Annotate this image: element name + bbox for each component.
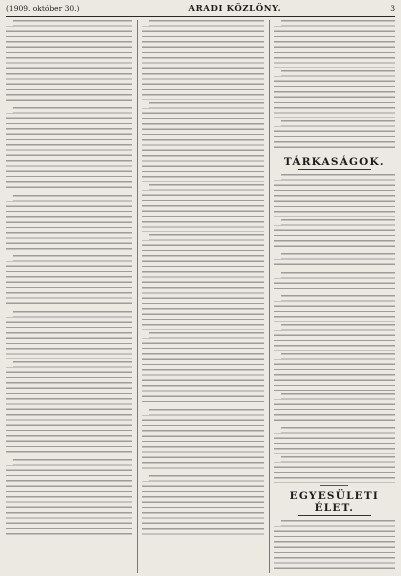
masthead-title: ARADI KÖZLÖNY. (188, 4, 282, 14)
page-number: 3 (390, 4, 395, 13)
paragraph (274, 120, 395, 152)
paragraph (6, 459, 132, 539)
section-heading-egyesuleti: EGYESÜLETI ÉLET. (289, 490, 379, 515)
header-rule (6, 16, 395, 17)
section-rule (298, 169, 371, 170)
paragraph (6, 311, 132, 359)
paragraph (6, 361, 132, 456)
paragraph (274, 456, 395, 483)
paragraph (274, 427, 395, 454)
paragraph (6, 195, 132, 253)
paragraph (274, 393, 395, 425)
paragraph (274, 324, 395, 351)
paragraph (6, 255, 132, 308)
column-right (269, 20, 395, 573)
paragraph (142, 234, 263, 329)
paragraph (274, 219, 395, 251)
issue-date: (1909. október 30.) (6, 4, 80, 13)
paragraph (274, 520, 395, 573)
paragraph (6, 107, 132, 192)
paragraph (142, 409, 263, 473)
paragraph (142, 184, 263, 232)
page-header (6, 4, 395, 14)
text-columns (6, 20, 395, 573)
paragraph (274, 272, 395, 293)
paragraph (274, 20, 395, 68)
paragraph (274, 174, 395, 216)
paragraph (142, 475, 263, 539)
paragraph (142, 20, 263, 100)
section-heading-tarkasagok: TÁRKASÁGOK. (283, 156, 385, 169)
paragraph (274, 295, 395, 322)
paragraph (142, 332, 263, 406)
column-middle (137, 20, 263, 573)
column-left (6, 20, 132, 573)
section-divider (320, 485, 348, 486)
paragraph (6, 20, 132, 105)
paragraph (274, 253, 395, 269)
paragraph (274, 353, 395, 390)
paragraph (142, 102, 263, 182)
section-rule (298, 515, 371, 516)
paragraph (274, 70, 395, 118)
